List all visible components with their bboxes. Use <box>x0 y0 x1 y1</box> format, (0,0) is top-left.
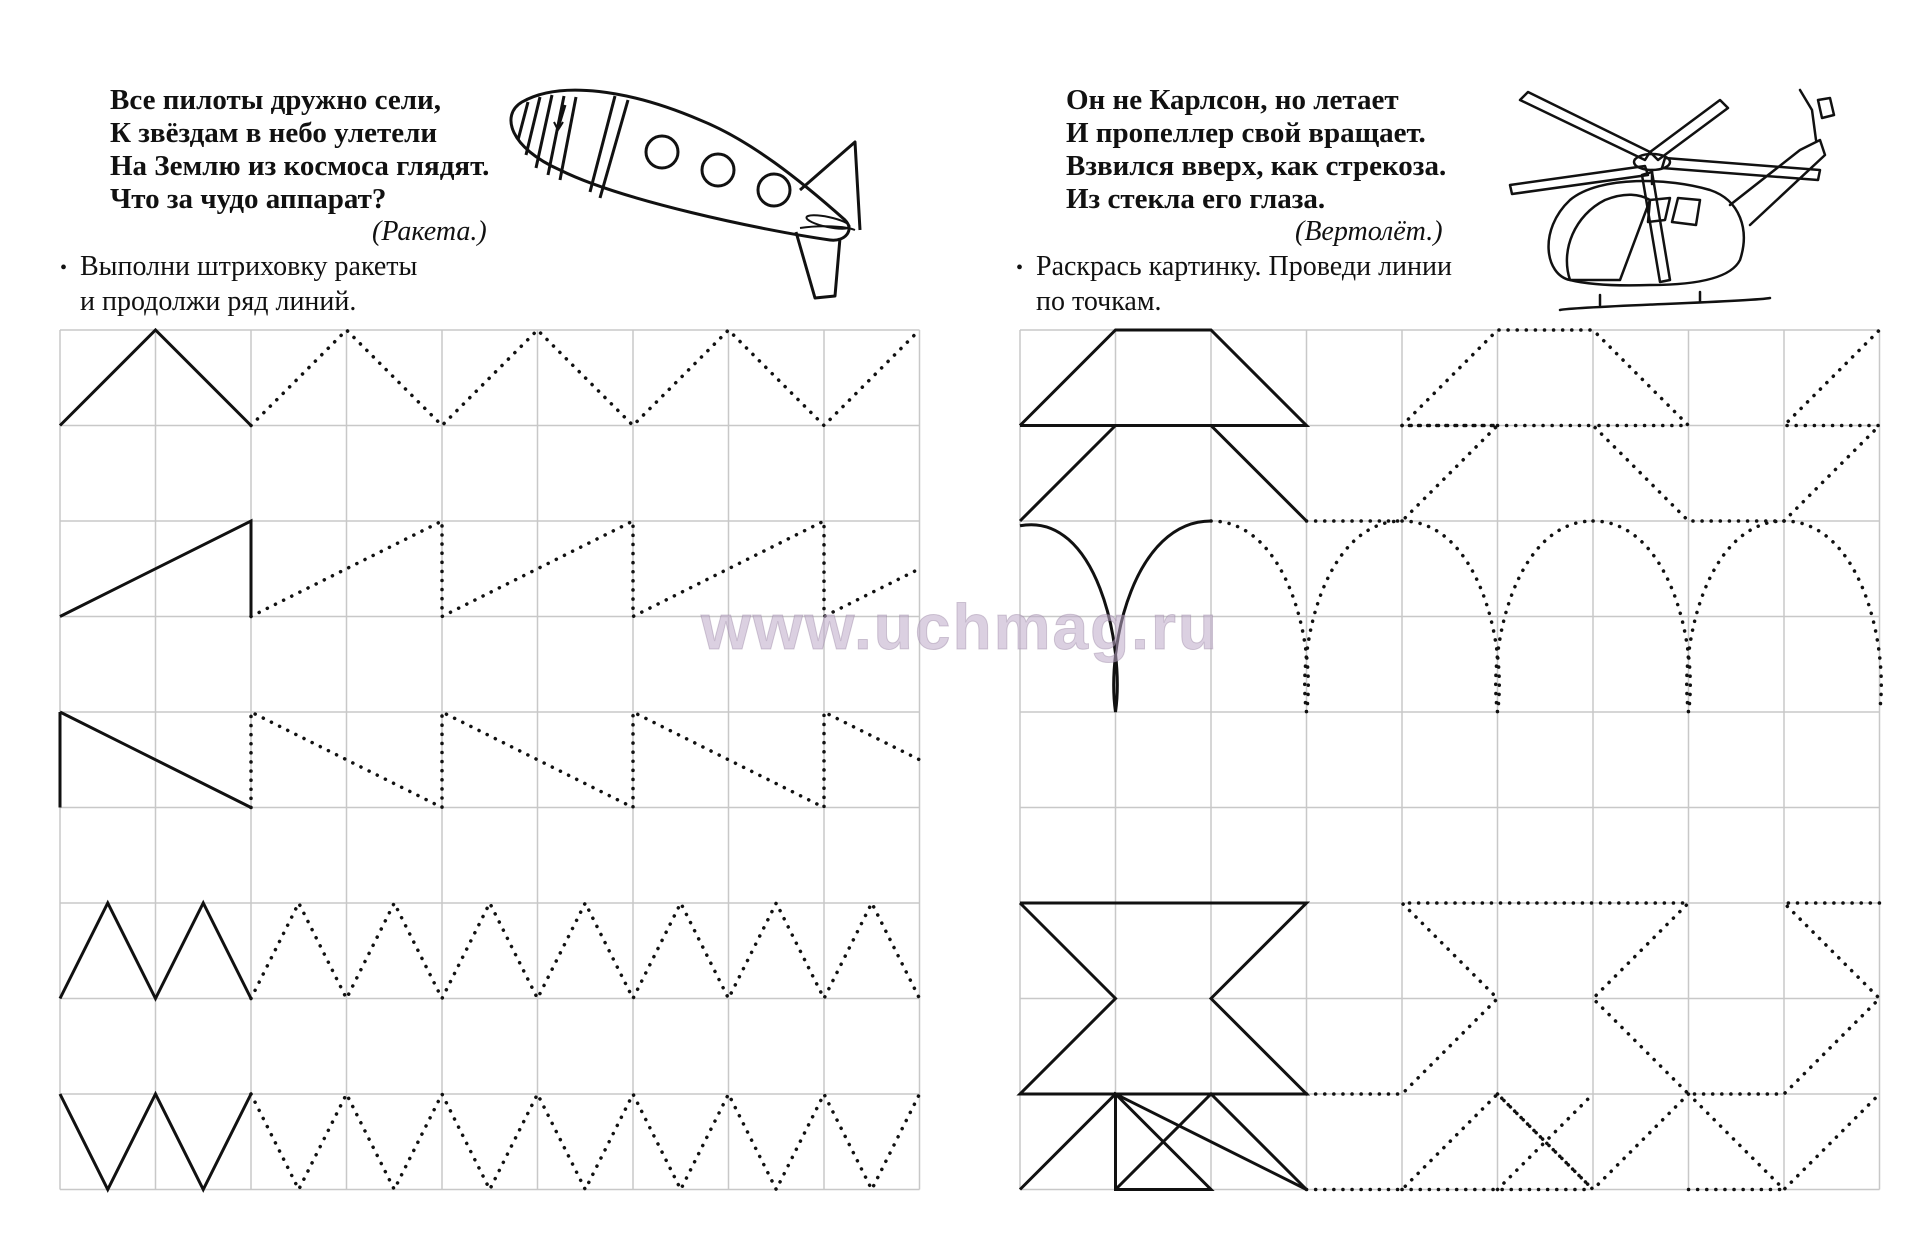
task-line: по точкам. <box>1036 286 1162 318</box>
dotted-trace-line <box>251 330 920 426</box>
solid-sample-line <box>1211 426 1307 522</box>
dotted-trace-line <box>251 1094 920 1190</box>
dotted-trace-line <box>251 903 920 999</box>
bullet-icon: • <box>60 257 68 280</box>
tracing-grid-right <box>1020 330 1880 1190</box>
poem-line: Что за чудо аппарат? <box>110 183 387 215</box>
poem-line: Все пилоты дружно сели, <box>110 84 441 116</box>
task-instruction <box>60 250 417 318</box>
poem-line: К звёздам в небо улетели <box>110 117 438 149</box>
watermark-text: www.uchmag.ru <box>701 591 1219 663</box>
riddle-answer: (Ракета.) <box>372 216 487 247</box>
poem-line: Из стекла его глаза. <box>1066 183 1326 215</box>
bullet-icon: • <box>1016 257 1024 280</box>
right-page <box>960 0 1920 1260</box>
rocket-icon <box>500 80 920 310</box>
tracing-grid-left <box>60 330 920 1190</box>
poem-rocket <box>110 84 489 216</box>
riddle-answer: (Вертолёт.) <box>1295 216 1443 247</box>
poem-line: Взвился вверх, как стрекоза. <box>1066 150 1447 182</box>
dotted-trace-line <box>251 712 920 808</box>
dotted-trace-line <box>251 521 920 617</box>
poem-helicopter <box>1066 84 1446 216</box>
task-line: Выполни штриховку ракеты <box>80 251 418 282</box>
task-instruction <box>1016 250 1452 318</box>
solid-sample-line <box>1020 426 1116 522</box>
solid-sample-line <box>1020 330 1307 426</box>
poem-line: На Землю из космоса глядят. <box>110 150 490 182</box>
task-line: и продолжи ряд линий. <box>80 286 357 318</box>
poem-line: И пропеллер свой вращает. <box>1066 117 1426 149</box>
helicopter-icon <box>1500 80 1840 320</box>
task-line: Раскрась картинку. Проведи линии <box>1036 251 1452 282</box>
poem-line: Он не Карлсон, но летает <box>1066 84 1399 116</box>
